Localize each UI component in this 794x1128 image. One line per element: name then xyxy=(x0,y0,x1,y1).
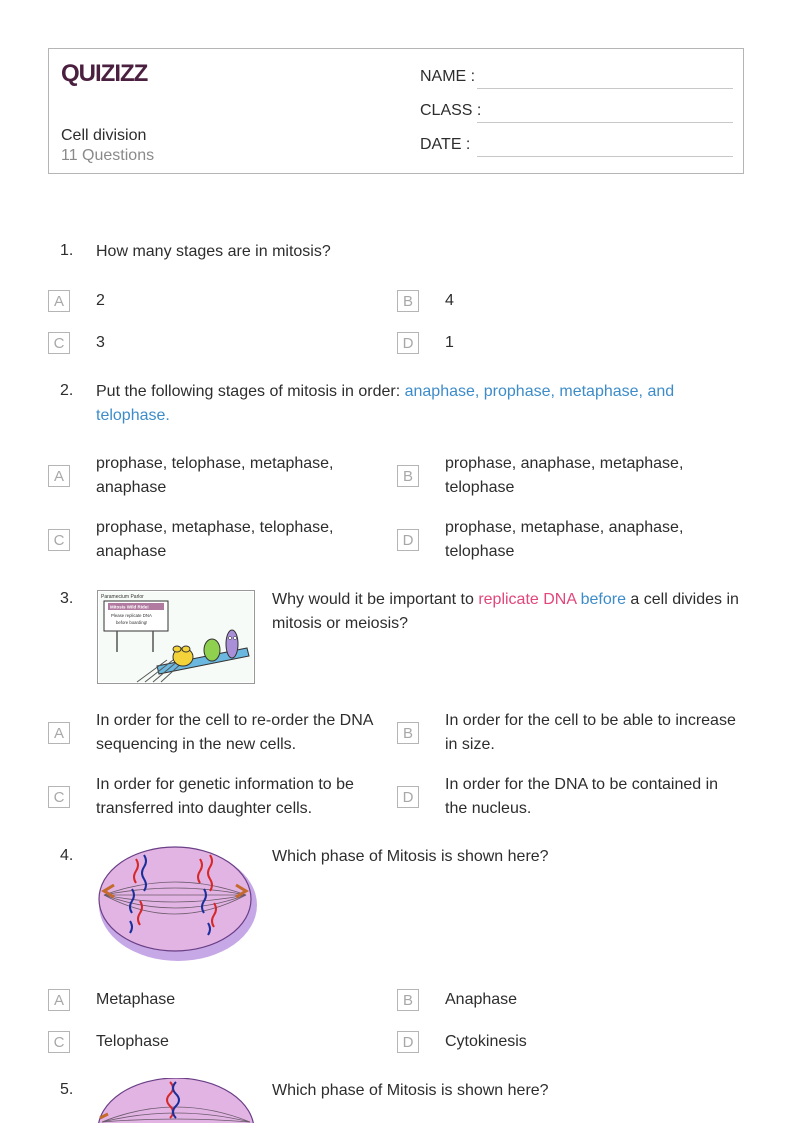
option-letter[interactable]: B xyxy=(397,989,419,1011)
option-text: prophase, telophase, metaphase, anaphase xyxy=(96,455,334,496)
question-text: How many stages are in mitosis? xyxy=(96,243,331,260)
question-text-prefix: Put the following stages of mitosis in order: xyxy=(96,383,405,400)
option-letter[interactable]: A xyxy=(48,290,70,312)
question-text-part2: a cell divides in mitosis or meiosis? xyxy=(272,591,739,632)
question-number: 3. xyxy=(60,590,74,607)
option-letter[interactable]: D xyxy=(397,529,419,551)
option-letter[interactable]: C xyxy=(48,1031,70,1053)
worksheet-title: Cell division xyxy=(61,127,147,144)
date-field[interactable] xyxy=(420,136,733,158)
question-text-blue: before xyxy=(580,591,626,608)
option-letter[interactable]: A xyxy=(48,722,70,744)
option-text: Cytokinesis xyxy=(445,1033,527,1050)
option-letter[interactable]: D xyxy=(397,332,419,354)
question-number: 2. xyxy=(60,382,74,399)
option-letter[interactable]: C xyxy=(48,332,70,354)
worksheet-header xyxy=(48,48,744,174)
question-text: Which phase of Mitosis is shown here? xyxy=(272,1082,549,1099)
option-letter[interactable]: B xyxy=(397,290,419,312)
svg-text:QUIZIZZ: QUIZIZZ xyxy=(61,60,148,87)
class-label: CLASS : xyxy=(420,102,482,119)
mitosis-cell-image xyxy=(96,1078,256,1128)
option-text: In order for the cell to be able to increase in size. xyxy=(445,712,736,753)
question-count: 11 Questions xyxy=(61,147,155,164)
option-text: Telophase xyxy=(96,1033,169,1050)
option-letter[interactable]: C xyxy=(48,786,70,808)
option-letter[interactable]: D xyxy=(397,1031,419,1053)
quizizz-logo xyxy=(61,59,153,92)
class-line[interactable] xyxy=(477,122,733,123)
option-letter[interactable]: B xyxy=(397,722,419,744)
image-title: Paramecium Parlor xyxy=(101,594,144,600)
paramecium-cartoon-image xyxy=(97,590,255,689)
name-label: NAME : xyxy=(420,68,476,85)
name-field[interactable] xyxy=(420,68,733,90)
option-text: 4 xyxy=(445,292,454,309)
image-sign-line2: Please replicate DNA xyxy=(111,613,152,618)
option-text: 1 xyxy=(445,334,454,351)
option-text: Metaphase xyxy=(96,991,176,1008)
date-label: DATE : xyxy=(420,136,471,153)
class-field[interactable] xyxy=(420,102,733,124)
option-text: prophase, anaphase, metaphase, telophase xyxy=(445,455,684,496)
question-text xyxy=(96,380,736,428)
question-number: 5. xyxy=(60,1081,74,1098)
image-sign-line3: before boarding! xyxy=(116,620,148,625)
question-number: 1. xyxy=(60,242,74,259)
question-text-highlight: anaphase, prophase, metaphase, and telophase. xyxy=(96,383,675,424)
question-text-part1: Why would it be important to xyxy=(272,591,479,608)
question-text xyxy=(272,588,742,636)
question-number: 4. xyxy=(60,847,74,864)
option-text: In order for the cell to re-order the DNA sequencing in the new cells. xyxy=(96,712,373,753)
option-text: Anaphase xyxy=(445,991,518,1008)
option-text: In order for the DNA to be contained in the nucleus. xyxy=(445,776,719,817)
metaphase-cell-image xyxy=(96,845,258,968)
option-letter[interactable]: B xyxy=(397,465,419,487)
question-text: Which phase of Mitosis is shown here? xyxy=(272,848,549,865)
name-line[interactable] xyxy=(477,88,733,89)
option-text: 3 xyxy=(96,334,105,351)
option-letter[interactable]: A xyxy=(48,989,70,1011)
option-letter[interactable]: A xyxy=(48,465,70,487)
date-line[interactable] xyxy=(477,156,733,157)
question-text-pink: replicate DNA xyxy=(478,591,577,608)
option-text: In order for genetic information to be transferred into daughter cells. xyxy=(96,776,354,817)
option-text: prophase, metaphase, telophase, anaphase xyxy=(96,519,334,560)
option-letter[interactable]: D xyxy=(397,786,419,808)
option-letter[interactable]: C xyxy=(48,529,70,551)
option-text: prophase, metaphase, anaphase, telophase xyxy=(445,519,684,560)
option-text: 2 xyxy=(96,292,105,309)
image-sign-line1: Mitosis Wild Ride! xyxy=(110,604,149,610)
